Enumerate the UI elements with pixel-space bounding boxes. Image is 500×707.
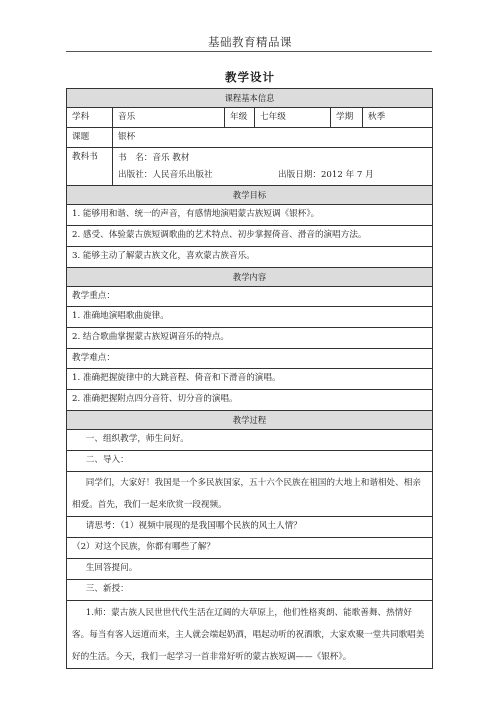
objective-item: 2. 感受、体验蒙古族短调歌曲的艺术特点、初步掌握倚音、滑音的演唱方法。 — [67, 226, 433, 247]
process-question-1: 请思考：（1）视频中展现的是我国哪个民族的风土人情？ — [67, 517, 433, 538]
textbook-label: 教科书 — [67, 148, 113, 186]
document-title: 教学设计 — [225, 70, 275, 84]
textbook-publisher: 出版社：人民音乐出版社 — [118, 170, 213, 180]
term-value: 秋季 — [363, 108, 433, 128]
process-step-2: 二、导入： — [67, 451, 433, 472]
process-question-2: （2）对这个民族，你都有哪些了解？ — [67, 538, 433, 559]
textbook-publisher-row — [118, 169, 427, 181]
page-header: 基础教育精品课 — [208, 35, 292, 49]
header-rule — [66, 51, 432, 52]
difficult-point-item: 1. 准确把握旋律中的大跳音程、倚音和下滑音的演唱。 — [67, 369, 433, 390]
process-intro-paragraph — [67, 472, 433, 517]
key-points-label: 教学重点： — [67, 287, 433, 307]
key-point-item: 2. 结合歌曲掌握蒙古族短调音乐的特点。 — [67, 328, 433, 349]
process-new-lesson-paragraph — [67, 601, 433, 669]
subject-label: 学科 — [67, 108, 113, 128]
section-process: 教学过程 — [67, 411, 433, 430]
term-label: 学期 — [331, 108, 363, 128]
key-point-item: 1. 准确地演唱歌曲旋律。 — [67, 307, 433, 328]
lesson-plan-table — [66, 88, 433, 669]
difficult-point-item: 2. 准确把握附点四分音符、切分音的演唱。 — [67, 390, 433, 411]
intro-text: 同学们，大家好！我国是一个多民族国家，五十六个民族在祖国的大地上和谐相处、相亲相爱。首先，我们一起来欣赏一段视频。 — [72, 478, 421, 510]
textbook-info — [113, 148, 433, 186]
section-objectives: 教学目标 — [67, 186, 433, 205]
grade-label: 年级 — [225, 108, 255, 128]
process-step-3: 三、新授： — [67, 580, 433, 601]
subject-value: 音乐 — [113, 108, 225, 128]
section-basic-info: 课程基本信息 — [67, 89, 433, 108]
topic-value: 银杯 — [113, 128, 433, 148]
process-student-answer: 生回答提问。 — [67, 559, 433, 580]
difficult-points-label: 教学难点： — [67, 349, 433, 369]
new-lesson-text: 1.师：蒙古族人民世世代代生活在辽阔的大草原上，他们性格爽朗、能歌善舞、热情好客。每当有客人远道而来，主人就会端起奶酒，唱起动听的祝酒歌，大家欢聚一堂共同歌唱美好的生活。今天，我们一起学习一首非常好听的蒙古族短调——《银杯》。 — [72, 607, 425, 662]
textbook-pub-date: 出版日期：2012 年 7 月 — [278, 170, 374, 180]
textbook-book-name: 书 名：音乐 教材 — [118, 153, 190, 163]
section-content: 教学内容 — [67, 268, 433, 287]
objective-item: 1. 能够用和谐、统一的声音，有感情地演唱蒙古族短调《银杯》。 — [67, 205, 433, 226]
grade-value: 七年级 — [255, 108, 331, 128]
process-step-1: 一、组织教学，师生问好。 — [67, 430, 433, 451]
objective-item: 3. 能够主动了解蒙古族文化，喜欢蒙古族音乐。 — [67, 247, 433, 268]
topic-label: 课题 — [67, 128, 113, 148]
